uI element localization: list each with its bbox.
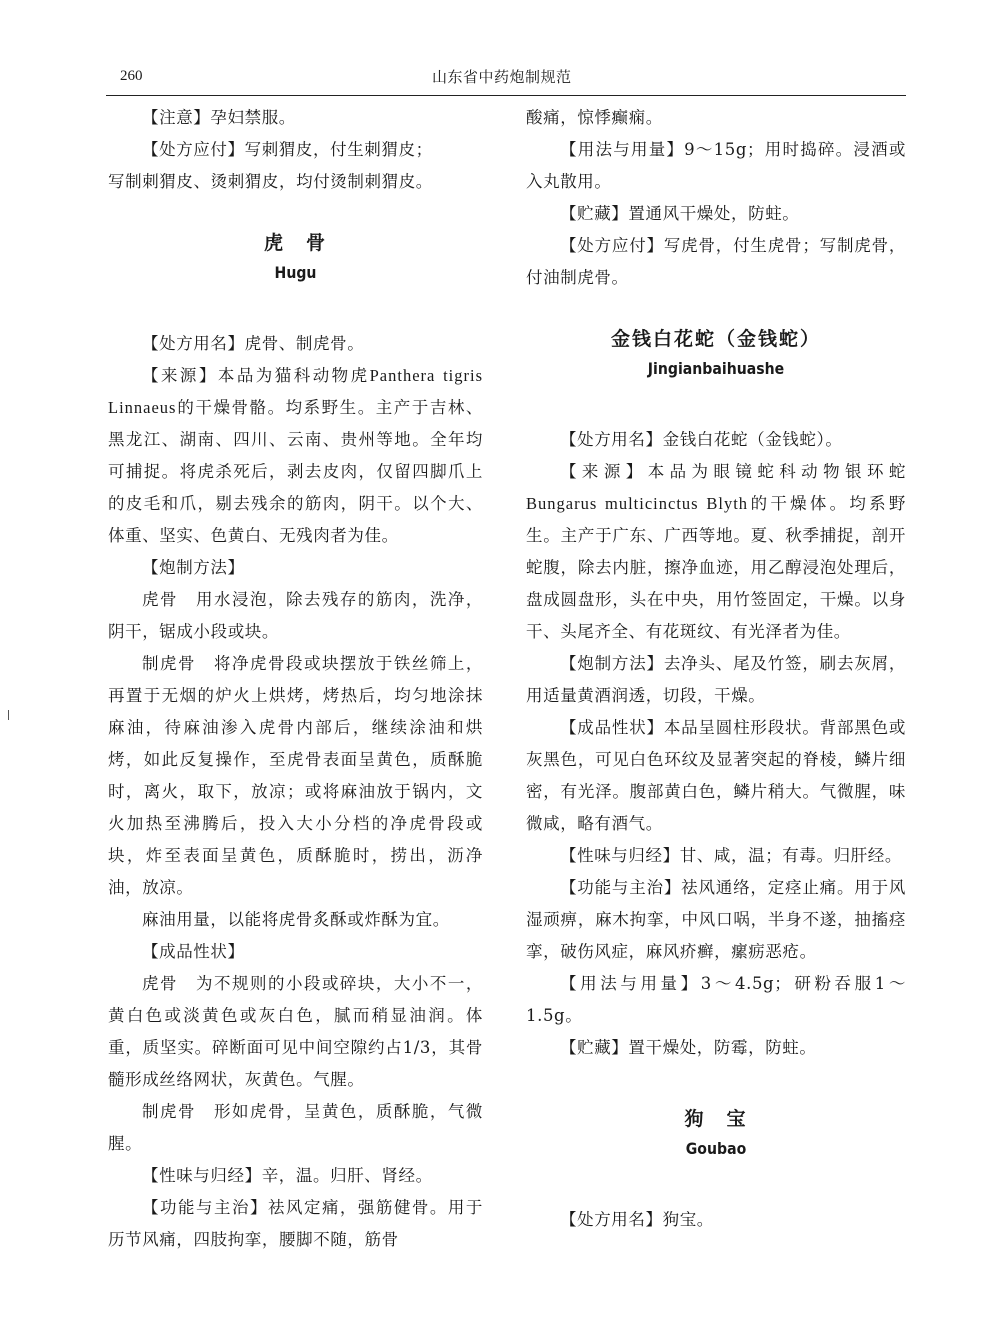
entry-pinyin-goubao: Goubao [685, 1139, 747, 1158]
usage-dosage: 【用法与用量】3～4.5g；研粉吞服1～1.5g。 [526, 974, 906, 1025]
header-rule [106, 95, 906, 96]
latin-name: Bungarus multicinctus Blyth [526, 494, 749, 513]
functions: 【功能与主治】祛风通络，定痉止痛。用于风湿顽痹，麻木拘挛，中风口㖞，半身不遂，抽搐痉挛，破伤风症，麻风疥癣，瘰疬恶疮。 [526, 878, 906, 961]
source-text-1: 【来源】本品为猫科动物虎 [142, 366, 370, 385]
dispensing: 【处方应付】写虎骨，付生虎骨；写制虎骨，付油制虎骨。 [526, 236, 906, 287]
product-description: 【成品性状】本品呈圆柱形段状。背部黑色或灰黑色，可见白色环纹及显著突起的脊棱，鳞片细密，有光泽。腹部黄白色，鳞片稍大。气微腥，味微咸，略有酒气。 [526, 718, 906, 833]
functions-continued: 酸痛，惊悸癫痫。 [526, 108, 663, 127]
storage: 【贮藏】置干燥处，防霉，防蛀。 [560, 1038, 817, 1057]
source-paragraph [526, 456, 906, 648]
prescription-name: 【处方用名】虎骨、制虎骨。 [142, 334, 365, 353]
source-text-1: 【来源】本品为眼镜蛇科动物银环蛇 [560, 462, 906, 481]
entry-title-hugu: 虎 骨 [263, 232, 327, 254]
processing-heading: 【炮制方法】 [142, 558, 245, 577]
running-title: 山东省中药炮制规范 [432, 68, 572, 86]
oil-amount: 麻油用量，以能将虎骨炙酥或炸酥为宜。 [142, 910, 450, 929]
processing-prepared: 制虎骨 将净虎骨段或块摆放于铁丝筛上，再置于无烟的炉火上烘烤，烤热后，均匀地涂抹麻油，待麻油渗入虎骨内部后，继续涂油和烘烤，如此反复操作，至虎骨表面呈黄色，质酥脆时，离火，取下，放凉；或将麻油放于锅内，文火加热至沸腾后，投入大小分档的净虎骨段或块，炸至表面呈黄色，质酥脆时，捞出，沥净油，放凉。 [108, 654, 483, 897]
dispensing-text-2: 写制刺猬皮、烫刺猬皮，均付烫制刺猬皮。 [108, 172, 433, 191]
entry-title-jinqian: 金钱白花蛇（金钱蛇） [610, 328, 821, 350]
entry-pinyin-jinqian: Jingianbaihuashe [647, 359, 785, 378]
latin-name-1: Panthera [369, 366, 436, 385]
usage-dosage: 【用法与用量】9～15g；用时捣碎。浸酒或入丸散用。 [526, 140, 906, 191]
storage: 【贮藏】置通风干燥处，防蛀。 [560, 204, 800, 223]
dispensing-text-1: 【处方应付】写刺猬皮，付生刺猬皮； [142, 140, 433, 159]
prescription-name: 【处方用名】狗宝。 [560, 1210, 714, 1229]
left-column [108, 102, 483, 1256]
source-text-2: 的干燥体。均系野生。主产于广东、广西等地。夏、秋季捕捉，剖开蛇腹，除去内脏，擦净血迹，用乙醇浸泡处理后，盘成圆盘形，头在中央，用竹签固定，干燥。以身干、头尾齐全、有花斑纹、有光泽者为佳。 [526, 494, 906, 641]
product-raw: 虎骨 为不规则的小段或碎块，大小不一，黄白色或淡黄色或灰白色，腻而稍显油润。体重，质坚实。碎断面可见中间空隙约占1/3，其骨髓形成丝络网状，灰黄色。气腥。 [108, 974, 483, 1089]
prescription-name: 【处方用名】金钱白花蛇（金钱蛇）。 [560, 430, 843, 449]
processing-raw: 虎骨 用水浸泡，除去残存的筋肉，洗净，阴干，锯成小段或块。 [108, 590, 483, 641]
entry-pinyin-hugu: Hugu [274, 263, 317, 282]
latin-name-2: tigris Linnaeus [108, 366, 483, 417]
source-paragraph [108, 360, 483, 552]
product-prepared: 制虎骨 形如虎骨，呈黄色，质酥脆，气微腥。 [108, 1102, 483, 1153]
processing-method: 【炮制方法】去净头、尾及竹签，刷去灰屑，用适量黄酒润透，切段，干燥。 [526, 654, 906, 705]
caution-text: 【注意】孕妇禁服。 [142, 108, 296, 127]
entry-title-goubao: 狗 宝 [684, 1108, 748, 1130]
scan-mark [8, 710, 9, 720]
page-number: 260 [120, 68, 143, 84]
right-column [526, 102, 906, 1236]
source-text-2: 的干燥骨骼。均系野生。主产于吉林、黑龙江、湖南、四川、云南、贵州等地。全年均可捕捉。将虎杀死后，剥去皮肉，仅留四脚爪上的皮毛和爪，剔去残余的筋肉，阴干。以个大、体重、坚实、色黄白、无残肉者为佳。 [108, 398, 483, 545]
functions: 【功能与主治】祛风定痛，强筋健骨。用于历节风痛，四肢拘挛，腰脚不随，筋骨 [108, 1198, 483, 1249]
nature-meridian: 【性味与归经】辛，温。归肝、肾经。 [142, 1166, 433, 1185]
product-heading: 【成品性状】 [142, 942, 245, 961]
nature-meridian: 【性味与归经】甘、咸，温；有毒。归肝经。 [560, 846, 902, 865]
